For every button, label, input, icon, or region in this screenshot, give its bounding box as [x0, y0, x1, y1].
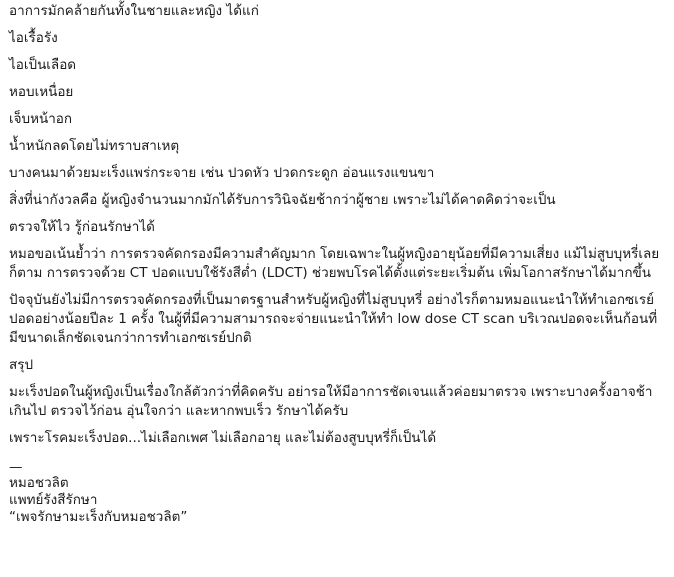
symptom-weight-loss: น้ำหนักลดโดยไม่ทราบสาเหตุ: [9, 138, 180, 154]
closing-text: เพราะโรคมะเร็งปอด...ไม่เลือกเพศ ไม่เลือกอายุ และไม่ต้องสูบบุหรี่ก็เป็นได้: [9, 430, 437, 446]
concern-text: สิ่งที่น่ากังวลคือ ผู้หญิงจำนวนมากมักได้รับการวินิจฉัยช้ากว่าผู้ชาย เพราะไม่ได้คาดคิดว่าจะเป็น: [9, 192, 556, 208]
heading-summary: สรุป: [9, 357, 34, 373]
symptom-chronic-cough: ไอเรื้อรัง: [9, 30, 58, 46]
paragraph-summary: มะเร็งปอดในผู้หญิงเป็นเรื่องใกล้ตัวกว่าที่คิดครับ อย่ารอให้มีอาการชัดเจนแล้วค่อยมาตรวจ เพราะบางครั้งอาจช้าเกินไป ตรวจไว้ก่อน อุ่นใจกว่า และหากพบเร็ว รักษาได้ครับ: [9, 384, 653, 419]
intro-text: อาการมักคล้ายกันทั้งในชายและหญิง ได้แก่: [9, 3, 259, 19]
symptom-cough-blood: ไอเป็นเลือด: [9, 57, 77, 73]
signature-name: หมอชวลิต: [9, 475, 69, 491]
paragraph-ldct: หมอขอเน้นย้ำว่า การตรวจคัดกรองมีความสำคัญมาก โดยเฉพาะในผู้หญิงอายุน้อยที่มีความเสี่ยง แม้ไม่สูบบุหรี่เลยก็ตาม การตรวจด้วย CT ปอดแบบใช้รังสีต่ำ (LDCT) ช่วยพบโรคได้ตั้งแต่ระยะเริ่มต้น เพิ่มโอกาสรักษาได้มากขึ้น: [9, 246, 660, 281]
signature-page-name: “เพจรักษามะเร็งกับหมอชวลิต”: [9, 509, 188, 525]
heading-early-screening: ตรวจให้ไว รู้ก่อนรักษาได้: [9, 219, 155, 235]
symptom-metastasis: บางคนมาด้วยมะเร็งแพร่กระจาย เช่น ปวดหัว ปวดกระดูก อ่อนแรงแขนขา: [9, 165, 435, 181]
paragraph-current-screening: ปัจจุบันยังไม่มีการตรวจคัดกรองที่เป็นมาตรฐานสำหรับผู้หญิงที่ไม่สูบบุหรี่ อย่างไรก็ตามหมอแนะนำให้ทำเอกซเรย์ปอดอย่างน้อยปีละ 1 ครั้ง ในผู้ที่มีความสามารถจะจ่ายแนะนำให้ทำ low dose CT scan บริเวณปอดจะเห็นก้อนที่มีขนาดเล็กชัดเจนกว่าการทำเอกซเรย์ปกติ: [9, 292, 658, 346]
symptom-chest-pain: เจ็บหน้าอก: [9, 111, 73, 127]
signature-title: แพทย์รังสีรักษา: [9, 492, 98, 508]
separator-dash: —: [9, 459, 23, 475]
symptom-shortness-breath: หอบเหนื่อย: [9, 84, 74, 100]
